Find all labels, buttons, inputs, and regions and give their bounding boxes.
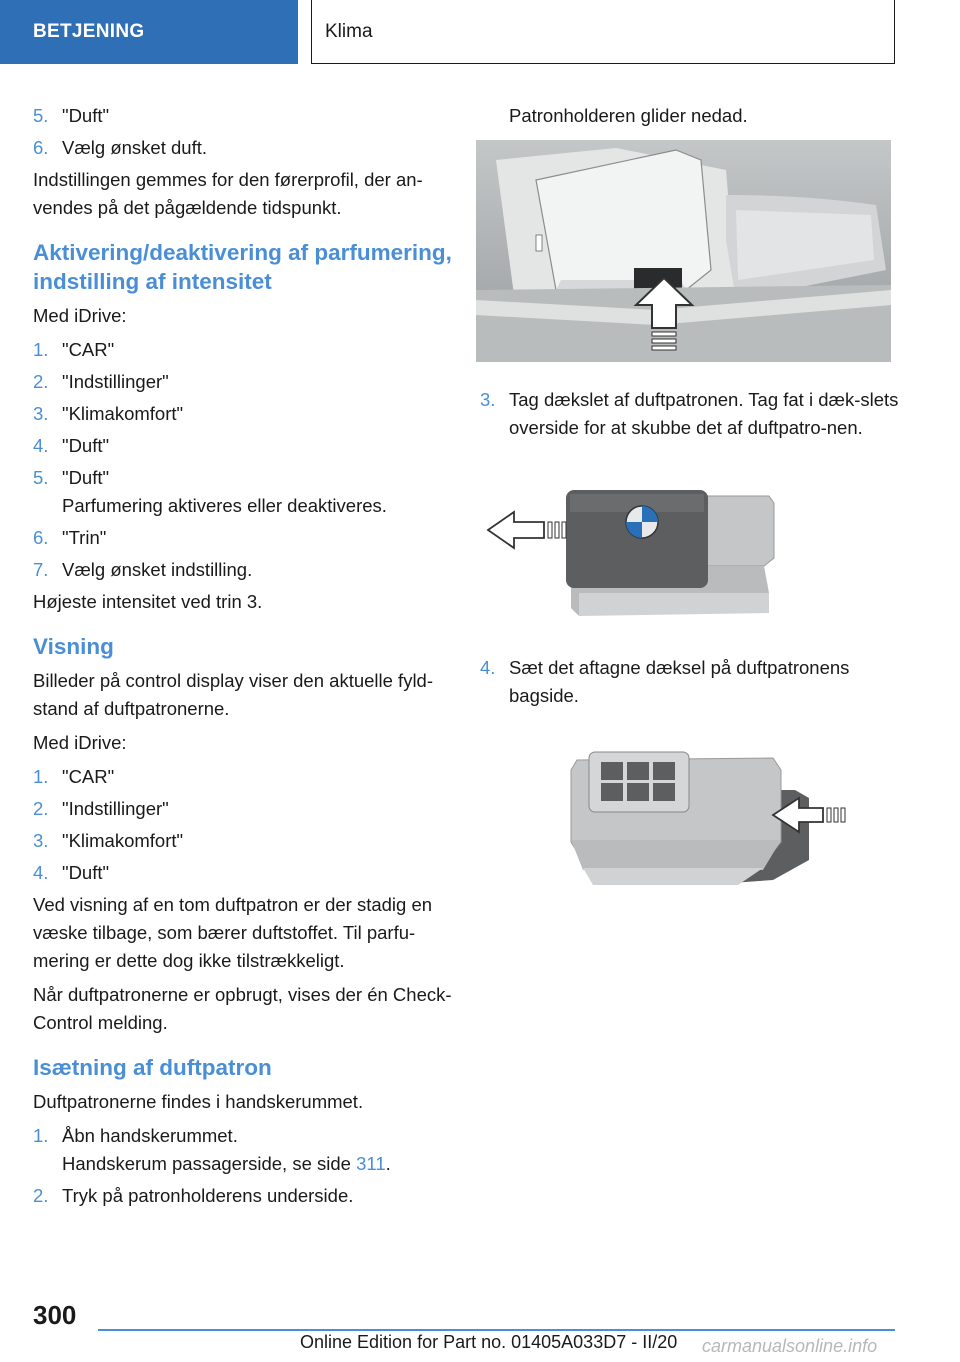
list-number: 4. bbox=[33, 435, 49, 456]
list-text: Tag dækslet af duftpatronen. Tag fat i dæk-slets overside for at skubbe det af duftpatro-nen. bbox=[509, 389, 899, 438]
paragraph-glovebox: Duftpatronerne findes i handskerummet. bbox=[33, 1091, 364, 1112]
list-item bbox=[33, 859, 453, 887]
list-number: 3. bbox=[33, 403, 49, 424]
remove-cover-illustration bbox=[484, 488, 784, 626]
subtext-suffix: . bbox=[385, 1153, 391, 1174]
list-top bbox=[33, 102, 453, 162]
list-number: 4. bbox=[480, 657, 496, 678]
list-display bbox=[33, 763, 453, 887]
list-number: 2. bbox=[33, 1185, 49, 1206]
list-subtext bbox=[62, 1150, 453, 1178]
page-number: 300 bbox=[33, 1300, 77, 1330]
list-subtext: Parfumering aktiveres eller deaktiveres. bbox=[62, 495, 387, 516]
list-text: Sæt det aftagne dæksel på duftpatronens bagside. bbox=[509, 657, 850, 706]
list-text: Vælg ønsket indstilling. bbox=[62, 559, 253, 580]
list-number: 3. bbox=[33, 830, 49, 851]
paragraph-max-intensity: Højeste intensitet ved trin 3. bbox=[33, 591, 263, 612]
list-insert bbox=[33, 1122, 453, 1210]
list-text: "Duft" bbox=[62, 435, 110, 456]
page-reference-link[interactable]: 311 bbox=[356, 1153, 386, 1174]
list-item bbox=[33, 432, 453, 460]
list-activate bbox=[33, 336, 453, 584]
list-item bbox=[33, 400, 453, 428]
list-item bbox=[33, 763, 453, 791]
list-text: "Indstillinger" bbox=[62, 371, 169, 392]
list-number: 1. bbox=[33, 766, 49, 787]
with-idrive-label: Med iDrive: bbox=[33, 305, 127, 326]
watermark: carmanualsonline.info bbox=[702, 1336, 878, 1356]
list-right-2 bbox=[480, 654, 900, 710]
list-number: 5. bbox=[33, 467, 49, 488]
list-text: "Duft" bbox=[62, 467, 110, 488]
heading-activate: Aktivering/deaktivering af parfumering, indstilling af intensitet bbox=[33, 240, 452, 294]
list-item bbox=[33, 464, 453, 520]
list-text: "Klimakomfort" bbox=[62, 830, 184, 851]
list-number: 1. bbox=[33, 1125, 49, 1146]
list-item bbox=[33, 524, 453, 552]
chapter-tab bbox=[311, 0, 895, 64]
chapter-title: Klima bbox=[325, 20, 373, 42]
list-number: 6. bbox=[33, 527, 49, 548]
heading-insert: Isætning af duftpatron bbox=[33, 1055, 272, 1080]
list-number: 2. bbox=[33, 798, 49, 819]
list-item bbox=[33, 368, 453, 396]
list-item bbox=[33, 102, 453, 130]
list-text: "CAR" bbox=[62, 766, 115, 787]
list-item bbox=[480, 386, 900, 442]
list-item bbox=[33, 1182, 453, 1210]
paragraph-slide: Patronholderen glider nedad. bbox=[509, 105, 748, 126]
left-column bbox=[33, 102, 453, 1214]
list-item bbox=[33, 1122, 453, 1178]
list-number: 7. bbox=[33, 559, 49, 580]
list-item bbox=[33, 556, 453, 584]
list-text: "Klimakomfort" bbox=[62, 403, 184, 424]
list-number: 1. bbox=[33, 339, 49, 360]
list-item bbox=[33, 827, 453, 855]
paragraph-used-up: Når duftpatronerne er opbrugt, vises der én Check-Control melding. bbox=[33, 984, 452, 1033]
list-text: "Trin" bbox=[62, 527, 107, 548]
list-number: 5. bbox=[33, 105, 49, 126]
list-number: 4. bbox=[33, 862, 49, 883]
paragraph-display: Billeder på control display viser den aktuelle fyld-stand af duftpatronerne. bbox=[33, 670, 434, 719]
list-number: 3. bbox=[480, 389, 496, 410]
list-text: Åbn handskerummet. bbox=[62, 1125, 238, 1146]
list-text: Tryk på patronholderens underside. bbox=[62, 1185, 354, 1206]
section-title: BETJENING bbox=[33, 21, 145, 42]
subtext-prefix: Handskerum passagerside, se side bbox=[62, 1153, 357, 1174]
list-text: "Duft" bbox=[62, 862, 110, 883]
list-item bbox=[33, 336, 453, 364]
list-item bbox=[480, 654, 900, 710]
list-text: "CAR" bbox=[62, 339, 115, 360]
edition-text: Online Edition for Part no. 01405A033D7 - II/20 bbox=[300, 1332, 678, 1352]
heading-display: Visning bbox=[33, 634, 114, 659]
footer-divider bbox=[98, 1329, 895, 1331]
list-text: "Duft" bbox=[62, 105, 110, 126]
illustration-holder-glovebox bbox=[476, 140, 900, 370]
paragraph-saved: Indstillingen gemmes for den førerprofil, der an-vendes på det pågældende tidspunkt. bbox=[33, 169, 423, 218]
list-text: Vælg ønsket duft. bbox=[62, 137, 207, 158]
list-item bbox=[33, 134, 453, 162]
list-number: 6. bbox=[33, 137, 49, 158]
with-idrive-label: Med iDrive: bbox=[33, 732, 127, 753]
list-text: "Indstillinger" bbox=[62, 798, 169, 819]
illustration-remove-cover bbox=[480, 488, 900, 638]
illustration-attach-cover bbox=[480, 750, 900, 898]
list-item bbox=[33, 795, 453, 823]
section-tab bbox=[0, 0, 298, 64]
paragraph-empty-cartridge: Ved visning af en tom duftpatron er der stadig en væske tilbage, som bærer duftstoffet. Til parfu-mering er dette dog ikke tilstrækkeligt. bbox=[33, 894, 433, 971]
list-right bbox=[480, 386, 900, 442]
list-number: 2. bbox=[33, 371, 49, 392]
right-column bbox=[480, 102, 900, 914]
attach-cover-illustration bbox=[563, 750, 863, 890]
holder-illustration bbox=[476, 140, 891, 362]
